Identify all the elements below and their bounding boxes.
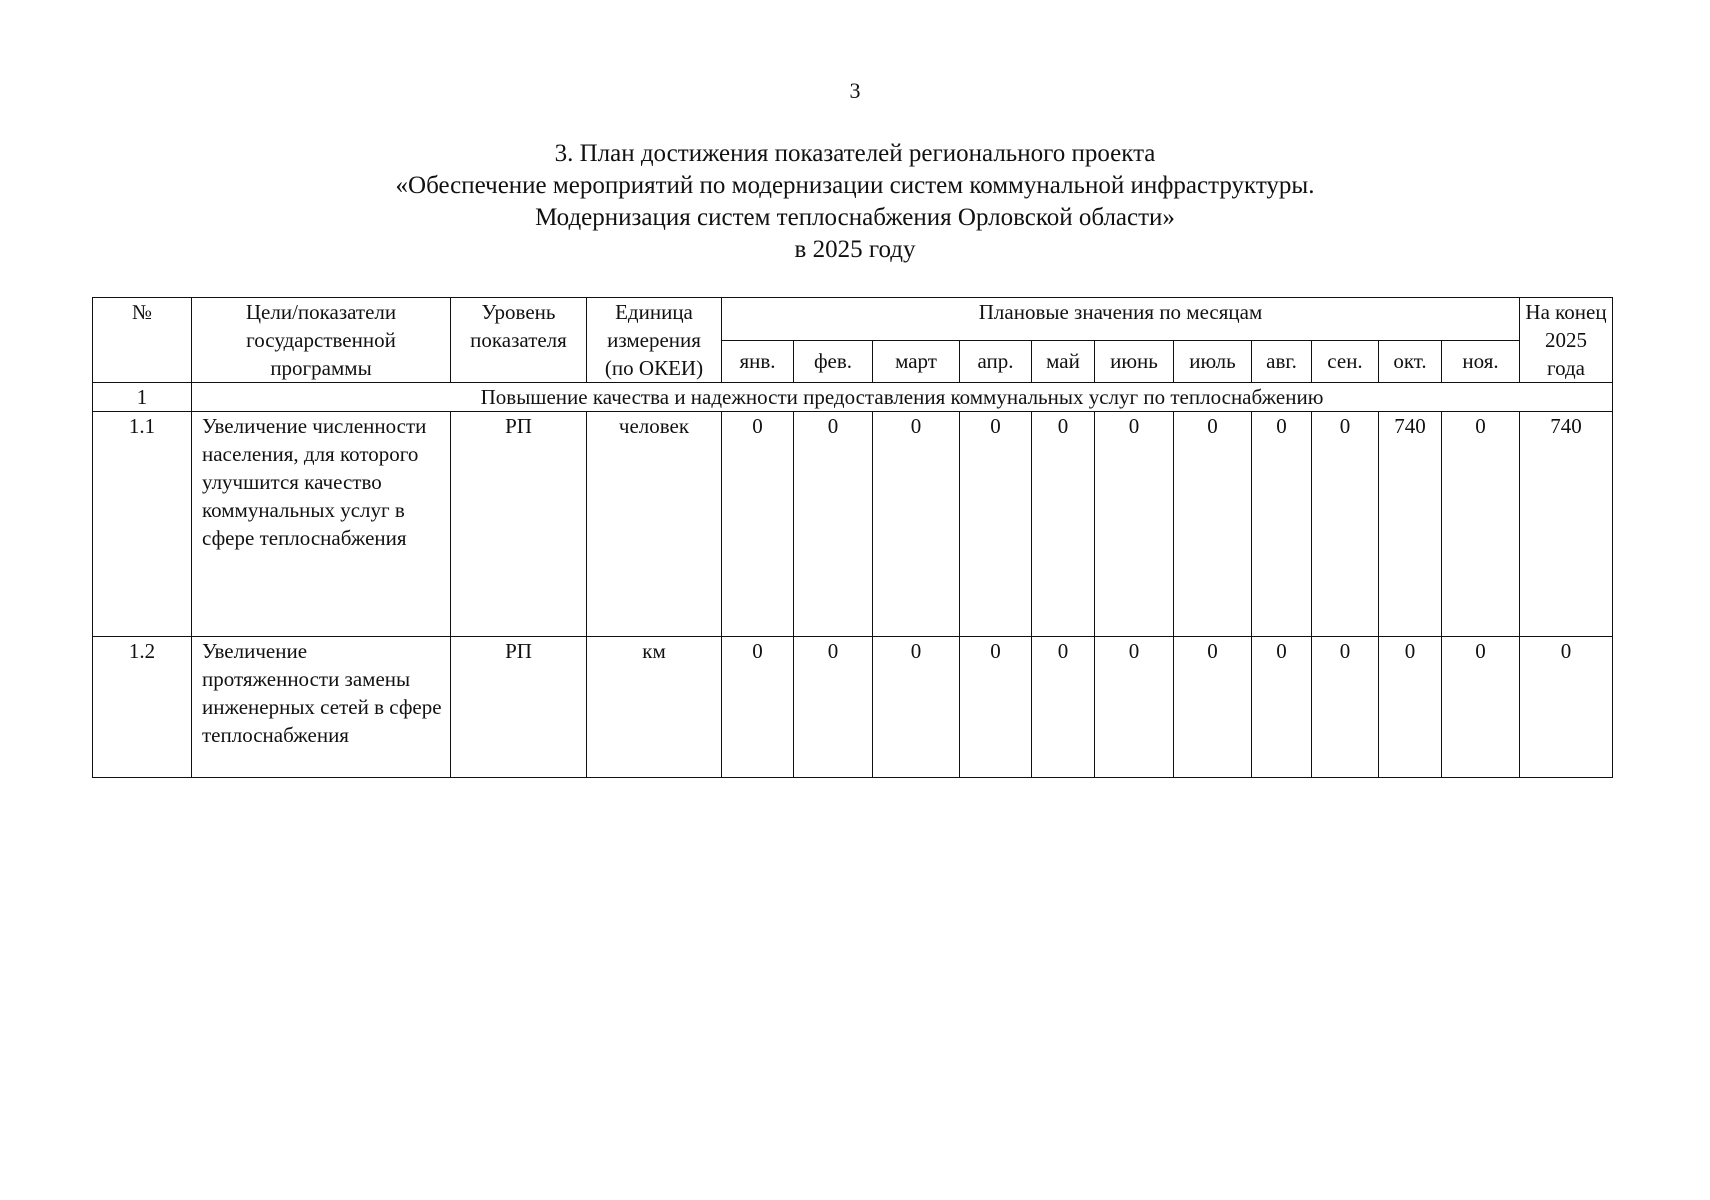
row-month-value: 0 [722, 412, 794, 637]
row-month-value: 0 [960, 412, 1032, 637]
header-month: ноя. [1442, 340, 1520, 383]
row-year-end: 0 [1520, 637, 1613, 778]
row-month-value: 0 [1312, 637, 1379, 778]
header-month: июнь [1095, 340, 1174, 383]
title-line-2: «Обеспечение мероприятий по модернизации систем коммунальной инфраструктуры. [395, 172, 1315, 199]
row-month-value: 0 [794, 637, 873, 778]
header-month: фев. [794, 340, 873, 383]
row-goal: Увеличение численности населения, для которого улучшится качество коммунальных услуг в сфере теплоснабжения [192, 412, 451, 637]
row-month-value: 0 [960, 637, 1032, 778]
row-month-value: 0 [1095, 412, 1174, 637]
title-line-4: в 2025 году [794, 236, 916, 263]
row-month-value: 740 [1379, 412, 1442, 637]
row-level: РП [451, 637, 587, 778]
header-level: Уровень показателя [451, 298, 587, 383]
page-number: 3 [849, 78, 861, 103]
document-title [0, 138, 1710, 266]
header-month: июль [1174, 340, 1252, 383]
header-month: окт. [1379, 340, 1442, 383]
title-line-3: Модернизация систем теплоснабжения Орловской области» [535, 204, 1175, 231]
header-month: авг. [1252, 340, 1312, 383]
indicator-plan-table [92, 297, 1613, 778]
header-year-end: На конец 2025 года [1520, 298, 1613, 383]
row-month-value: 0 [1252, 637, 1312, 778]
header-month: сен. [1312, 340, 1379, 383]
row-number: 1.2 [93, 637, 192, 778]
header-goal: Цели/показатели государственной программы [192, 298, 451, 383]
row-goal: Увеличение протяженности замены инженерных сетей в сфере теплоснабжения [192, 637, 451, 778]
row-month-value: 0 [1174, 637, 1252, 778]
row-month-value: 0 [873, 637, 960, 778]
section-number: 1 [93, 383, 192, 412]
row-month-value: 0 [1252, 412, 1312, 637]
row-month-value: 0 [1032, 637, 1095, 778]
table-row [93, 412, 1613, 637]
row-unit: человек [587, 412, 722, 637]
row-month-value: 0 [794, 412, 873, 637]
row-month-value: 0 [1312, 412, 1379, 637]
title-line-1: 3. План достижения показателей регионального проекта [554, 140, 1156, 167]
section-title: Повышение качества и надежности предоставления коммунальных услуг по теплоснабжению [192, 383, 1613, 412]
row-number: 1.1 [93, 412, 192, 637]
header-row [93, 298, 1613, 341]
row-month-value: 0 [1095, 637, 1174, 778]
row-month-value: 0 [1442, 412, 1520, 637]
row-month-value: 0 [1442, 637, 1520, 778]
header-month: март [873, 340, 960, 383]
row-month-value: 0 [1032, 412, 1095, 637]
row-unit: км [587, 637, 722, 778]
row-month-value: 0 [1379, 637, 1442, 778]
header-monthly-group: Плановые значения по месяцам [722, 298, 1520, 341]
row-month-value: 0 [873, 412, 960, 637]
header-month: янв. [722, 340, 794, 383]
section-row [93, 383, 1613, 412]
row-level: РП [451, 412, 587, 637]
row-month-value: 0 [722, 637, 794, 778]
row-year-end: 740 [1520, 412, 1613, 637]
header-month: май [1032, 340, 1095, 383]
table-row [93, 637, 1613, 778]
row-month-value: 0 [1174, 412, 1252, 637]
header-unit: Единица измерения (по ОКЕИ) [587, 298, 722, 383]
header-month: апр. [960, 340, 1032, 383]
header-number: № [93, 298, 192, 383]
